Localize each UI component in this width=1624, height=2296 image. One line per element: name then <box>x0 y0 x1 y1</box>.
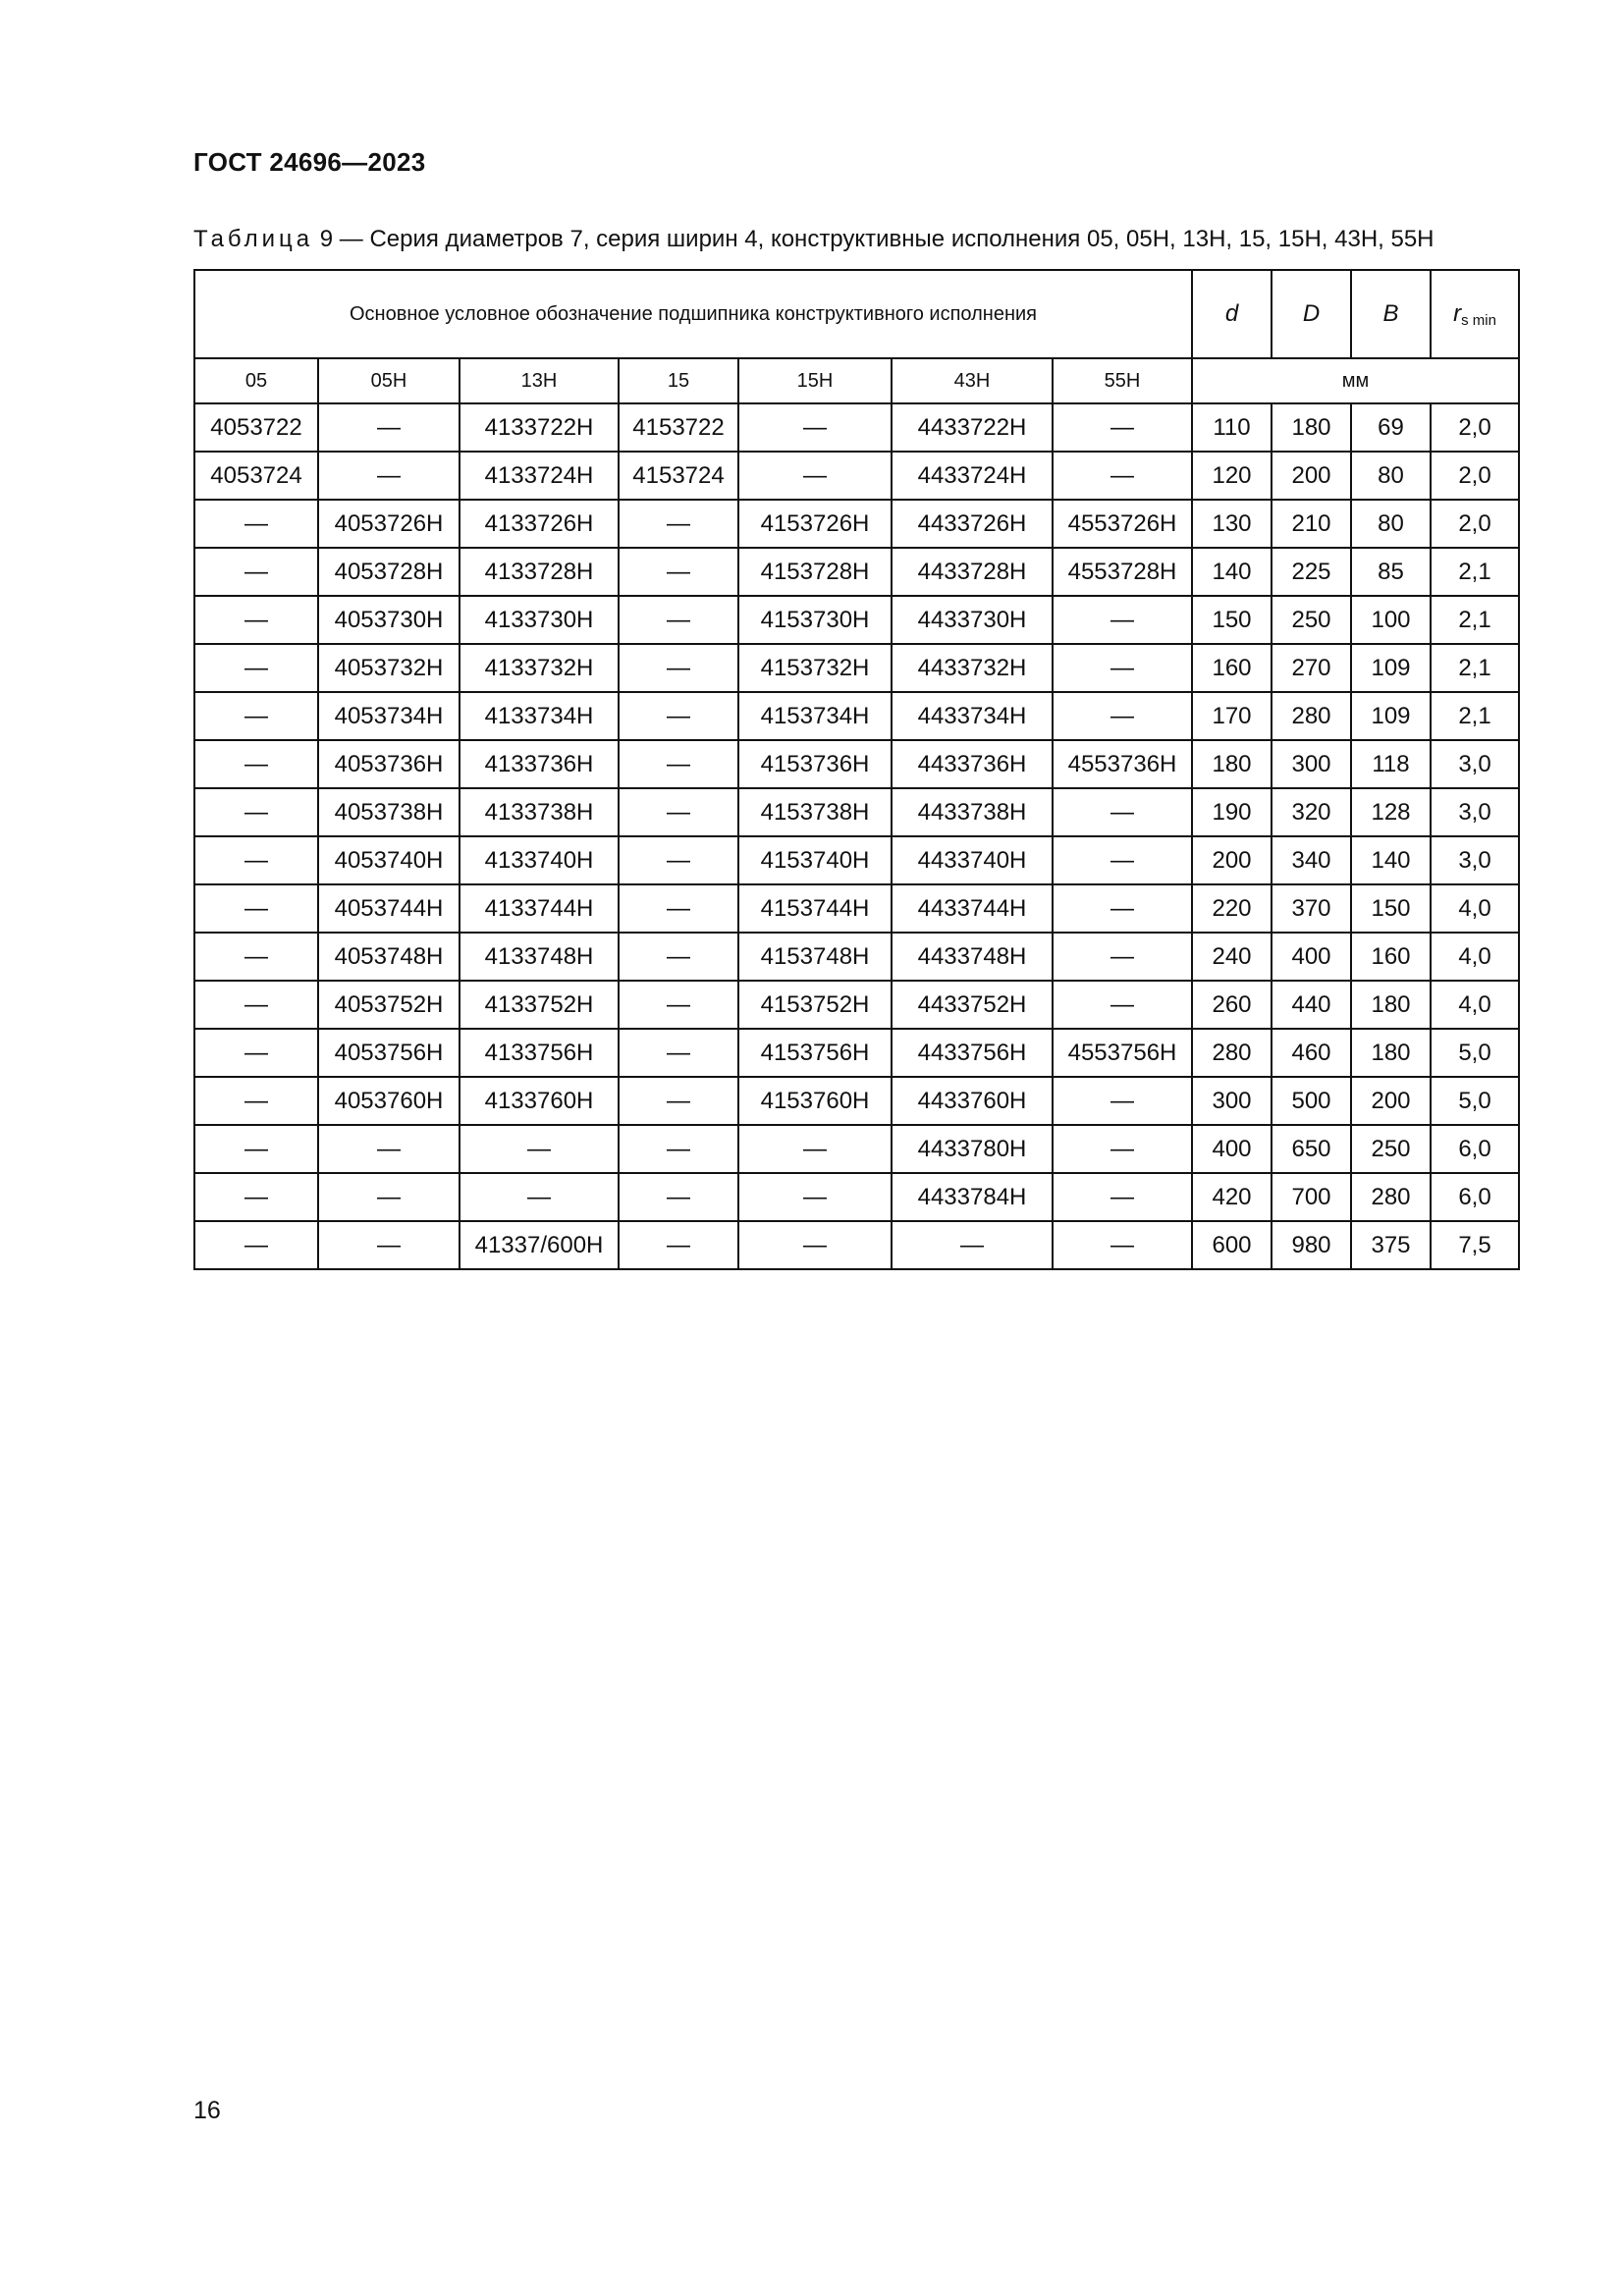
table-cell: — <box>194 1029 318 1077</box>
table-cell: 400 <box>1192 1125 1272 1173</box>
table-header-row <box>194 270 1519 358</box>
table-body <box>194 403 1519 1269</box>
table-cell: 4153734H <box>738 692 892 740</box>
table-cell: — <box>194 1173 318 1221</box>
table-cell: 400 <box>1272 933 1351 981</box>
table-cell: 4133756H <box>460 1029 619 1077</box>
table-cell: — <box>1053 933 1192 981</box>
table-cell: — <box>619 596 738 644</box>
table-cell: 650 <box>1272 1125 1351 1173</box>
table-cell: — <box>619 548 738 596</box>
table-cell: 3,0 <box>1431 740 1519 788</box>
table-cell: 3,0 <box>1431 788 1519 836</box>
table-cell: — <box>619 884 738 933</box>
table-cell: — <box>1053 1221 1192 1269</box>
table-cell: 118 <box>1351 740 1431 788</box>
table-cell: 280 <box>1272 692 1351 740</box>
table-cell: 4153730H <box>738 596 892 644</box>
table-cell: 2,0 <box>1431 452 1519 500</box>
table-cell: 180 <box>1351 981 1431 1029</box>
header-design-05h: 05H <box>318 358 460 403</box>
table-cell: — <box>194 836 318 884</box>
table-cell: — <box>1053 1077 1192 1125</box>
table-row <box>194 548 1519 596</box>
table-cell: 4153732H <box>738 644 892 692</box>
table-cell: — <box>318 403 460 452</box>
table-cell: 4133728H <box>460 548 619 596</box>
table-cell: 160 <box>1192 644 1272 692</box>
table-cell: 4,0 <box>1431 884 1519 933</box>
header-unit: мм <box>1192 358 1519 403</box>
table-row <box>194 981 1519 1029</box>
table-cell: — <box>194 500 318 548</box>
table-cell: 100 <box>1351 596 1431 644</box>
table-cell: 200 <box>1192 836 1272 884</box>
table-cell: — <box>194 1221 318 1269</box>
table-cell: 4053734H <box>318 692 460 740</box>
table-cell: 4433736H <box>892 740 1053 788</box>
table-cell: 7,5 <box>1431 1221 1519 1269</box>
table-cell: 4153740H <box>738 836 892 884</box>
table-cell: 4133748H <box>460 933 619 981</box>
table-cell: — <box>1053 788 1192 836</box>
table-cell: 4433738H <box>892 788 1053 836</box>
header-d: d <box>1192 270 1272 358</box>
table-cell: 4053730H <box>318 596 460 644</box>
table-cell: — <box>460 1173 619 1221</box>
table-cell: 500 <box>1272 1077 1351 1125</box>
table-cell: 110 <box>1192 403 1272 452</box>
table-cell: 4133760H <box>460 1077 619 1125</box>
table-cell: 225 <box>1272 548 1351 596</box>
table-row <box>194 788 1519 836</box>
table-cell: — <box>738 1221 892 1269</box>
table-cell: 4053732H <box>318 644 460 692</box>
table-cell: 85 <box>1351 548 1431 596</box>
table-cell: — <box>318 452 460 500</box>
header-r-subscript: s min <box>1461 311 1496 329</box>
table-cell: — <box>619 1125 738 1173</box>
table-cell: 150 <box>1351 884 1431 933</box>
table-cell: 4153760H <box>738 1077 892 1125</box>
table-cell: 200 <box>1351 1077 1431 1125</box>
table-cell: 4133744H <box>460 884 619 933</box>
header-design-15: 15 <box>619 358 738 403</box>
table-cell: 250 <box>1351 1125 1431 1173</box>
table-cell: 4153752H <box>738 981 892 1029</box>
table-cell: 4153756H <box>738 1029 892 1077</box>
table-cell: — <box>1053 884 1192 933</box>
table-cell: 180 <box>1192 740 1272 788</box>
table-cell: — <box>1053 644 1192 692</box>
header-main-designation: Основное условное обозначение подшипника конструктивного исполнения <box>194 270 1192 358</box>
table-cell: — <box>194 1125 318 1173</box>
table-cell: 130 <box>1192 500 1272 548</box>
table-cell: — <box>318 1221 460 1269</box>
header-D: D <box>1272 270 1351 358</box>
table-cell: 4433728H <box>892 548 1053 596</box>
table-cell: 2,0 <box>1431 403 1519 452</box>
header-design-15h: 15H <box>738 358 892 403</box>
header-rs-min <box>1431 270 1519 358</box>
table-cell: — <box>619 1173 738 1221</box>
design-header-row <box>194 358 1519 403</box>
table-cell: 220 <box>1192 884 1272 933</box>
table-cell: 4553736H <box>1053 740 1192 788</box>
table-cell: — <box>1053 403 1192 452</box>
table-cell: — <box>619 692 738 740</box>
table-cell: 4433724H <box>892 452 1053 500</box>
table-cell: 6,0 <box>1431 1125 1519 1173</box>
table-cell: 4433734H <box>892 692 1053 740</box>
table-cell: 4433756H <box>892 1029 1053 1077</box>
table-cell: 4053724 <box>194 452 318 500</box>
table-cell: 200 <box>1272 452 1351 500</box>
table-cell: 120 <box>1192 452 1272 500</box>
table-cell: 300 <box>1272 740 1351 788</box>
table-cell: 700 <box>1272 1173 1351 1221</box>
table-cell: — <box>619 933 738 981</box>
table-cell: 6,0 <box>1431 1173 1519 1221</box>
header-B: B <box>1351 270 1431 358</box>
table-cell: 4133732H <box>460 644 619 692</box>
table-cell: 4153726H <box>738 500 892 548</box>
table-cell: 240 <box>1192 933 1272 981</box>
table-cell: — <box>619 740 738 788</box>
table-cell: — <box>738 452 892 500</box>
table-cell: 4153744H <box>738 884 892 933</box>
table-row <box>194 500 1519 548</box>
table-cell: 180 <box>1351 1029 1431 1077</box>
table-cell: 4433784H <box>892 1173 1053 1221</box>
table-cell: 4153738H <box>738 788 892 836</box>
table-cell: 4133740H <box>460 836 619 884</box>
table-cell: — <box>318 1125 460 1173</box>
table-cell: 4053740H <box>318 836 460 884</box>
table-cell: — <box>1053 981 1192 1029</box>
table-cell: 69 <box>1351 403 1431 452</box>
table-cell: 4053736H <box>318 740 460 788</box>
table-cell: — <box>460 1125 619 1173</box>
table-cell: — <box>194 548 318 596</box>
table-cell: — <box>738 1173 892 1221</box>
table-cell: — <box>619 500 738 548</box>
table-cell: — <box>1053 836 1192 884</box>
table-cell: — <box>619 1029 738 1077</box>
table-cell: 140 <box>1351 836 1431 884</box>
table-cell: 2,0 <box>1431 500 1519 548</box>
table-cell: 4053748H <box>318 933 460 981</box>
table-cell: — <box>1053 452 1192 500</box>
table-cell: 128 <box>1351 788 1431 836</box>
table-cell: 109 <box>1351 692 1431 740</box>
table-cell: 4133738H <box>460 788 619 836</box>
table-cell: 2,1 <box>1431 644 1519 692</box>
table-cell: 190 <box>1192 788 1272 836</box>
table-cell: 2,1 <box>1431 692 1519 740</box>
table-cell: — <box>1053 596 1192 644</box>
table-cell: 2,1 <box>1431 596 1519 644</box>
table-cell: 210 <box>1272 500 1351 548</box>
table-cell: 4433780H <box>892 1125 1053 1173</box>
table-cell: 4433748H <box>892 933 1053 981</box>
table-cell: 280 <box>1351 1173 1431 1221</box>
table-caption-label: Таблица <box>193 226 314 252</box>
table-cell: — <box>194 788 318 836</box>
table-cell: 280 <box>1192 1029 1272 1077</box>
table-cell: 5,0 <box>1431 1029 1519 1077</box>
table-cell: 420 <box>1192 1173 1272 1221</box>
table-cell: 270 <box>1272 644 1351 692</box>
table-row <box>194 836 1519 884</box>
table-cell: 160 <box>1351 933 1431 981</box>
table-cell: 5,0 <box>1431 1077 1519 1125</box>
table-cell: 80 <box>1351 452 1431 500</box>
table-row <box>194 452 1519 500</box>
table-cell: — <box>738 1125 892 1173</box>
table-cell: 4153724 <box>619 452 738 500</box>
table-cell: — <box>194 1077 318 1125</box>
table-cell: 3,0 <box>1431 836 1519 884</box>
table-cell: 250 <box>1272 596 1351 644</box>
table-row <box>194 403 1519 452</box>
table-cell: — <box>318 1173 460 1221</box>
table-cell: 150 <box>1192 596 1272 644</box>
table-row <box>194 1077 1519 1125</box>
table-cell: 4433722H <box>892 403 1053 452</box>
table-cell: 4433740H <box>892 836 1053 884</box>
table-cell: — <box>738 403 892 452</box>
table-cell: 4433732H <box>892 644 1053 692</box>
table-cell: 460 <box>1272 1029 1351 1077</box>
header-design-05: 05 <box>194 358 318 403</box>
table-cell: 4433730H <box>892 596 1053 644</box>
table-cell: 4433726H <box>892 500 1053 548</box>
table-row <box>194 740 1519 788</box>
table-cell: — <box>619 981 738 1029</box>
header-design-13h: 13H <box>460 358 619 403</box>
table-cell: 980 <box>1272 1221 1351 1269</box>
table-cell: 4133752H <box>460 981 619 1029</box>
table-cell: — <box>619 644 738 692</box>
table-caption-text: 9 — Серия диаметров 7, серия ширин 4, конструктивные исполнения 05, 05H, 13H, 15, 15H, 43H, 55H <box>313 226 1435 252</box>
table-cell: 4053744H <box>318 884 460 933</box>
table-row <box>194 884 1519 933</box>
header-design-55h: 55H <box>1053 358 1192 403</box>
table-cell: 320 <box>1272 788 1351 836</box>
document-header: ГОСТ 24696—2023 <box>193 147 426 177</box>
table-cell: 4153722 <box>619 403 738 452</box>
table-cell: 4133722H <box>460 403 619 452</box>
table-cell: 4133736H <box>460 740 619 788</box>
table-row <box>194 1029 1519 1077</box>
bearing-table <box>193 269 1520 1270</box>
table-cell: 140 <box>1192 548 1272 596</box>
table-cell: — <box>892 1221 1053 1269</box>
table-cell: 2,1 <box>1431 548 1519 596</box>
table-cell: — <box>194 692 318 740</box>
table-cell: — <box>1053 692 1192 740</box>
table-cell: 4,0 <box>1431 981 1519 1029</box>
table-cell: 41337/600H <box>460 1221 619 1269</box>
table-cell: — <box>194 981 318 1029</box>
table-cell: — <box>619 1077 738 1125</box>
table-cell: 4553726H <box>1053 500 1192 548</box>
table-cell: 4053752H <box>318 981 460 1029</box>
table-cell: 4133730H <box>460 596 619 644</box>
table-cell: 4553728H <box>1053 548 1192 596</box>
table-cell: 600 <box>1192 1221 1272 1269</box>
table-cell: 4053738H <box>318 788 460 836</box>
table-cell: — <box>194 596 318 644</box>
table-caption <box>193 226 1519 253</box>
table-cell: — <box>619 788 738 836</box>
table-row <box>194 1125 1519 1173</box>
table-cell: — <box>1053 1173 1192 1221</box>
table-cell: 300 <box>1192 1077 1272 1125</box>
table-cell: 4153728H <box>738 548 892 596</box>
table-cell: 4433760H <box>892 1077 1053 1125</box>
table-row <box>194 1221 1519 1269</box>
table-cell: 80 <box>1351 500 1431 548</box>
table-cell: 4053760H <box>318 1077 460 1125</box>
page-number: 16 <box>193 2097 221 2124</box>
table-cell: 4433752H <box>892 981 1053 1029</box>
table-cell: — <box>1053 1125 1192 1173</box>
header-design-43h: 43H <box>892 358 1053 403</box>
table-cell: 4153736H <box>738 740 892 788</box>
table-row <box>194 933 1519 981</box>
table-cell: — <box>194 884 318 933</box>
table-cell: 4,0 <box>1431 933 1519 981</box>
table-cell: — <box>619 1221 738 1269</box>
table-cell: 170 <box>1192 692 1272 740</box>
table-cell: 180 <box>1272 403 1351 452</box>
table-cell: 4433744H <box>892 884 1053 933</box>
table-cell: 109 <box>1351 644 1431 692</box>
table-cell: 4553756H <box>1053 1029 1192 1077</box>
table-cell: 4053728H <box>318 548 460 596</box>
table-row <box>194 1173 1519 1221</box>
table-row <box>194 692 1519 740</box>
table-cell: — <box>619 836 738 884</box>
table-cell: — <box>194 644 318 692</box>
table-cell: 4133734H <box>460 692 619 740</box>
table-cell: 440 <box>1272 981 1351 1029</box>
table-cell: 375 <box>1351 1221 1431 1269</box>
table-cell: 4053756H <box>318 1029 460 1077</box>
table-cell: 4133726H <box>460 500 619 548</box>
table-cell: 340 <box>1272 836 1351 884</box>
table-cell: 4133724H <box>460 452 619 500</box>
table-cell: — <box>194 740 318 788</box>
table-cell: — <box>194 933 318 981</box>
table-cell: 4153748H <box>738 933 892 981</box>
table-cell: 260 <box>1192 981 1272 1029</box>
table-cell: 4053726H <box>318 500 460 548</box>
table-cell: 4053722 <box>194 403 318 452</box>
table-row <box>194 596 1519 644</box>
header-r-base: r <box>1453 299 1462 327</box>
table-row <box>194 644 1519 692</box>
table-cell: 370 <box>1272 884 1351 933</box>
